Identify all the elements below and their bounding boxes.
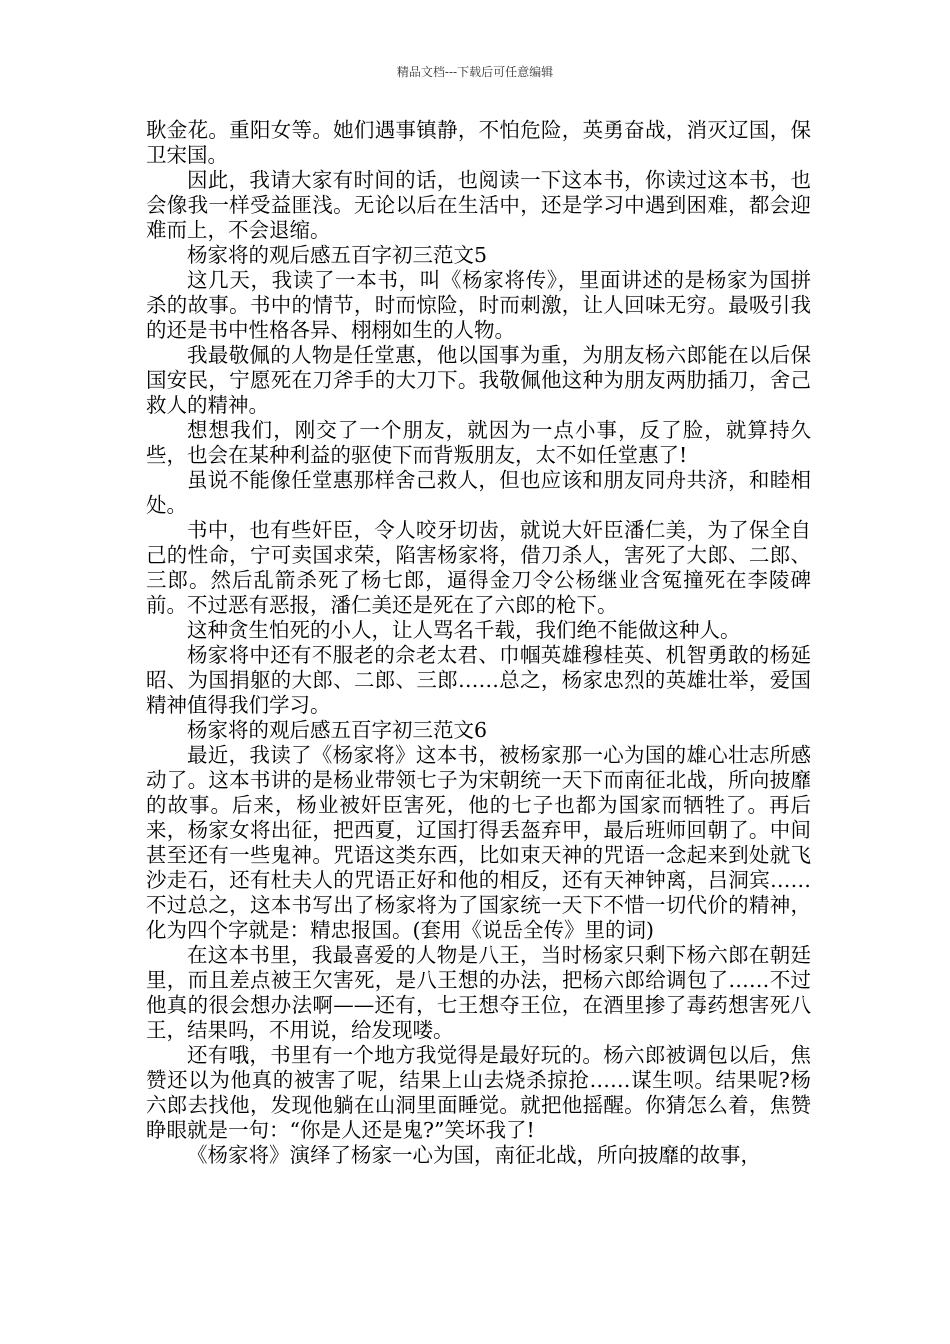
paragraph: 《杨家将》演绎了杨家一心为国，南征北战，所向披靡的故事， — [187, 1143, 761, 1167]
paragraph: 这几天，我读了一本书，叫《杨家将传》，里面讲述的是杨家为国拼杀的故事。书中的情节，时而惊险，时而刺激，让人回味无穷。最吸引我的还是书中性格各异、栩栩如生的人物。 — [146, 268, 811, 342]
paragraph: 我最敬佩的人物是任堂惠，他以国事为重，为朋友杨六郎能在以后保国安民，宁愿死在刀斧手的大刀下。我敬佩他这种为朋友两肋插刀，舍己救人的精神。 — [146, 343, 811, 417]
paragraph: 还有哦，书里有一个地方我觉得是最好玩的。杨六郎被调包以后，焦赞还以为他真的被害了呢，结果上山去烧杀掠抢……谋生呗。结果呢?杨六郎去找他，发现他躺在山洞里面睡觉。就把他摇醒。你猜怎么着，焦赞睁眼就是一句：“你是人还是鬼?”笑坏我了! — [146, 1043, 811, 1142]
paragraph: 这种贪生怕死的小人，让人骂名千载，我们绝不能做这种人。 — [187, 618, 741, 642]
paragraph: 想想我们，刚交了一个朋友，就因为一点小事，反了脸，就算持久些，也会在某种利益的驱使下而背叛朋友，太不如任堂惠了! — [146, 418, 811, 467]
paragraph: 在这本书里，我最喜爱的人物是八王，当时杨家只剩下杨六郎在朝廷里，而且差点被王欠害死，是八王想的办法，把杨六郎给调包了……不过他真的很会想办法啊——还有，七王想夺王位，在酒里掺了毒药想害死八王，结果吗，不用说，给发现喽。 — [146, 943, 811, 1042]
paragraph: 因此，我请大家有时间的话，也阅读一下这本书，你读过这本书，也会像我一样受益匪浅。无论以后在生活中，还是学习中遇到困难，都会迎难而上，不会退缩。 — [146, 168, 811, 242]
section-heading: 杨家将的观后感五百字初三范文5 — [187, 243, 488, 267]
paragraph: 虽说不能像任堂惠那样舍己救人，但也应该和朋友同舟共济，和睦相处。 — [146, 468, 811, 517]
paragraph: 最近，我读了《杨家将》这本书，被杨家那一心为国的雄心壮志所感动了。这本书讲的是杨业带领七子为宋朝统一天下而南征北战，所向披靡的故事。后来，杨业被奸臣害死，他的七子也都为国家而牺牲了。再后来，杨家女将出征，把西夏，辽国打得丢盔弃甲，最后班师回朝了。中间甚至还有一些鬼神。咒语这类东西，比如束天神的咒语一念起来到处就飞沙走石，还有杜夫人的咒语正好和他的相反，还有天神钟离，吕洞宾……不过总之，这本书写出了杨家将为了国家统一天下不惜一切代价的精神，化为四个字就是：精忠报国。(套用《说岳全传》里的词) — [146, 743, 811, 942]
page-header: 精品文档---下载后可任意编辑 — [396, 65, 554, 79]
paragraph: 杨家将中还有不服老的佘老太君、巾帼英雄穆桂英、机智勇敢的杨延昭、为国捐躯的大郎、二郎、三郎……总之，杨家忠烈的英雄壮举，爱国精神值得我们学习。 — [146, 643, 811, 717]
document-body — [146, 118, 811, 1168]
section-heading: 杨家将的观后感五百字初三范文6 — [187, 718, 488, 742]
paragraph: 书中，也有些奸臣，令人咬牙切齿，就说大奸臣潘仁美，为了保全自己的性命，宁可卖国求荣，陷害杨家将，借刀杀人，害死了大郎、二郎、三郎。然后乱箭杀死了杨七郎，逼得金刀令公杨继业含冤撞死在李陵碑前。不过恶有恶报，潘仁美还是死在了六郎的枪下。 — [146, 518, 811, 617]
paragraph: 耿金花。重阳女等。她们遇事镇静，不怕危险，英勇奋战，消灭辽国，保卫宋国。 — [146, 118, 811, 167]
